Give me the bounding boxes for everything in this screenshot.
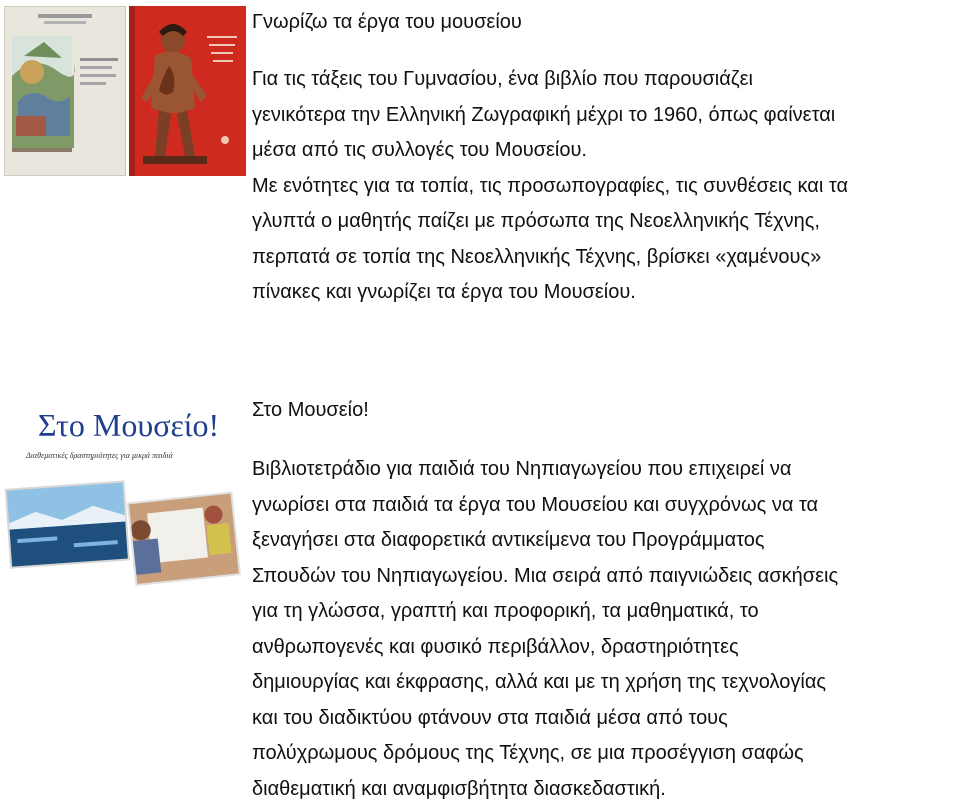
section2-line: πολύχρωμους δρόμους της Τέχνης, σε μια προσέγγιση σαφώς bbox=[252, 736, 957, 772]
book-cover-red-image bbox=[129, 6, 246, 176]
section1-line: περπατά σε τοπία της Νεοελληνικής Τέχνης, βρίσκει «χαμένους» bbox=[252, 240, 957, 276]
section2-line: ανθρωπογενές και φυσικό περιβάλλον, δραστηριότητες bbox=[252, 630, 957, 666]
section1-line: μέσα από τις συλλογές του Μουσείου. bbox=[252, 133, 957, 169]
section2-line: ξεναγήσει στα διαφορετικά αντικείμενα του Προγράμματος bbox=[252, 523, 957, 559]
section1-paragraph bbox=[252, 62, 957, 311]
section1-line: γενικότερα την Ελληνική Ζωγραφική μέχρι το 1960, όπως φαίνεται bbox=[252, 98, 957, 134]
section1-line: Για τις τάξεις του Γυμνασίου, ένα βιβλίο που παρουσιάζει bbox=[252, 62, 957, 98]
book-cover-sto-mouseio-image bbox=[2, 400, 242, 590]
section2-line: Σπουδών του Νηπιαγωγείου. Μια σειρά από παιγνιώδεις ασκήσεις bbox=[252, 559, 957, 595]
section1-line: Με ενότητες για τα τοπία, τις προσωπογραφίες, τις συνθέσεις και τα bbox=[252, 169, 957, 205]
section1-title: Γνωρίζω τα έργα του μουσείου bbox=[252, 10, 957, 34]
section2-paragraph bbox=[252, 452, 957, 807]
section2-title: Στο Μουσείο! bbox=[252, 398, 957, 422]
section2-line: δημιουργίας και έκφρασης, αλλά και με τη χρήση της τεχνολογίας bbox=[252, 665, 957, 701]
book-logo-subtitle: Διαθεματικές δραστηριότητες για μικρά παιδιά bbox=[25, 451, 173, 460]
section1-line: γλυπτά ο μαθητής παίζει με πρόσωπα της Νεοελληνικής Τέχνης, bbox=[252, 204, 957, 240]
book-section-kindergarten bbox=[0, 360, 960, 802]
section2-line: για τη γλώσσα, γραπτή και προφορική, τα μαθηματικά, το bbox=[252, 594, 957, 630]
section1-line: πίνακες και γνωρίζει τα έργα του Μουσείου. bbox=[252, 275, 957, 311]
book-logo-text: Στο Μουσείο! bbox=[38, 407, 219, 443]
section2-line: Βιβλιοτετράδιο για παιδιά του Νηπιαγωγείου που επιχειρεί να bbox=[252, 452, 957, 488]
book-cover-landscape-image bbox=[4, 6, 126, 176]
section1-text bbox=[252, 10, 957, 311]
section2-text bbox=[252, 398, 957, 807]
section2-line: και του διαδικτύου φτάνουν στα παιδιά μέσα από τους bbox=[252, 701, 957, 737]
section2-line: διαθεματική και αναμφισβήτητα διασκεδαστική. bbox=[252, 772, 957, 807]
section2-line: γνωρίσει στα παιδιά τα έργα του Μουσείου και συγχρόνως να τα bbox=[252, 488, 957, 524]
book-section-gymnasium bbox=[0, 0, 960, 360]
